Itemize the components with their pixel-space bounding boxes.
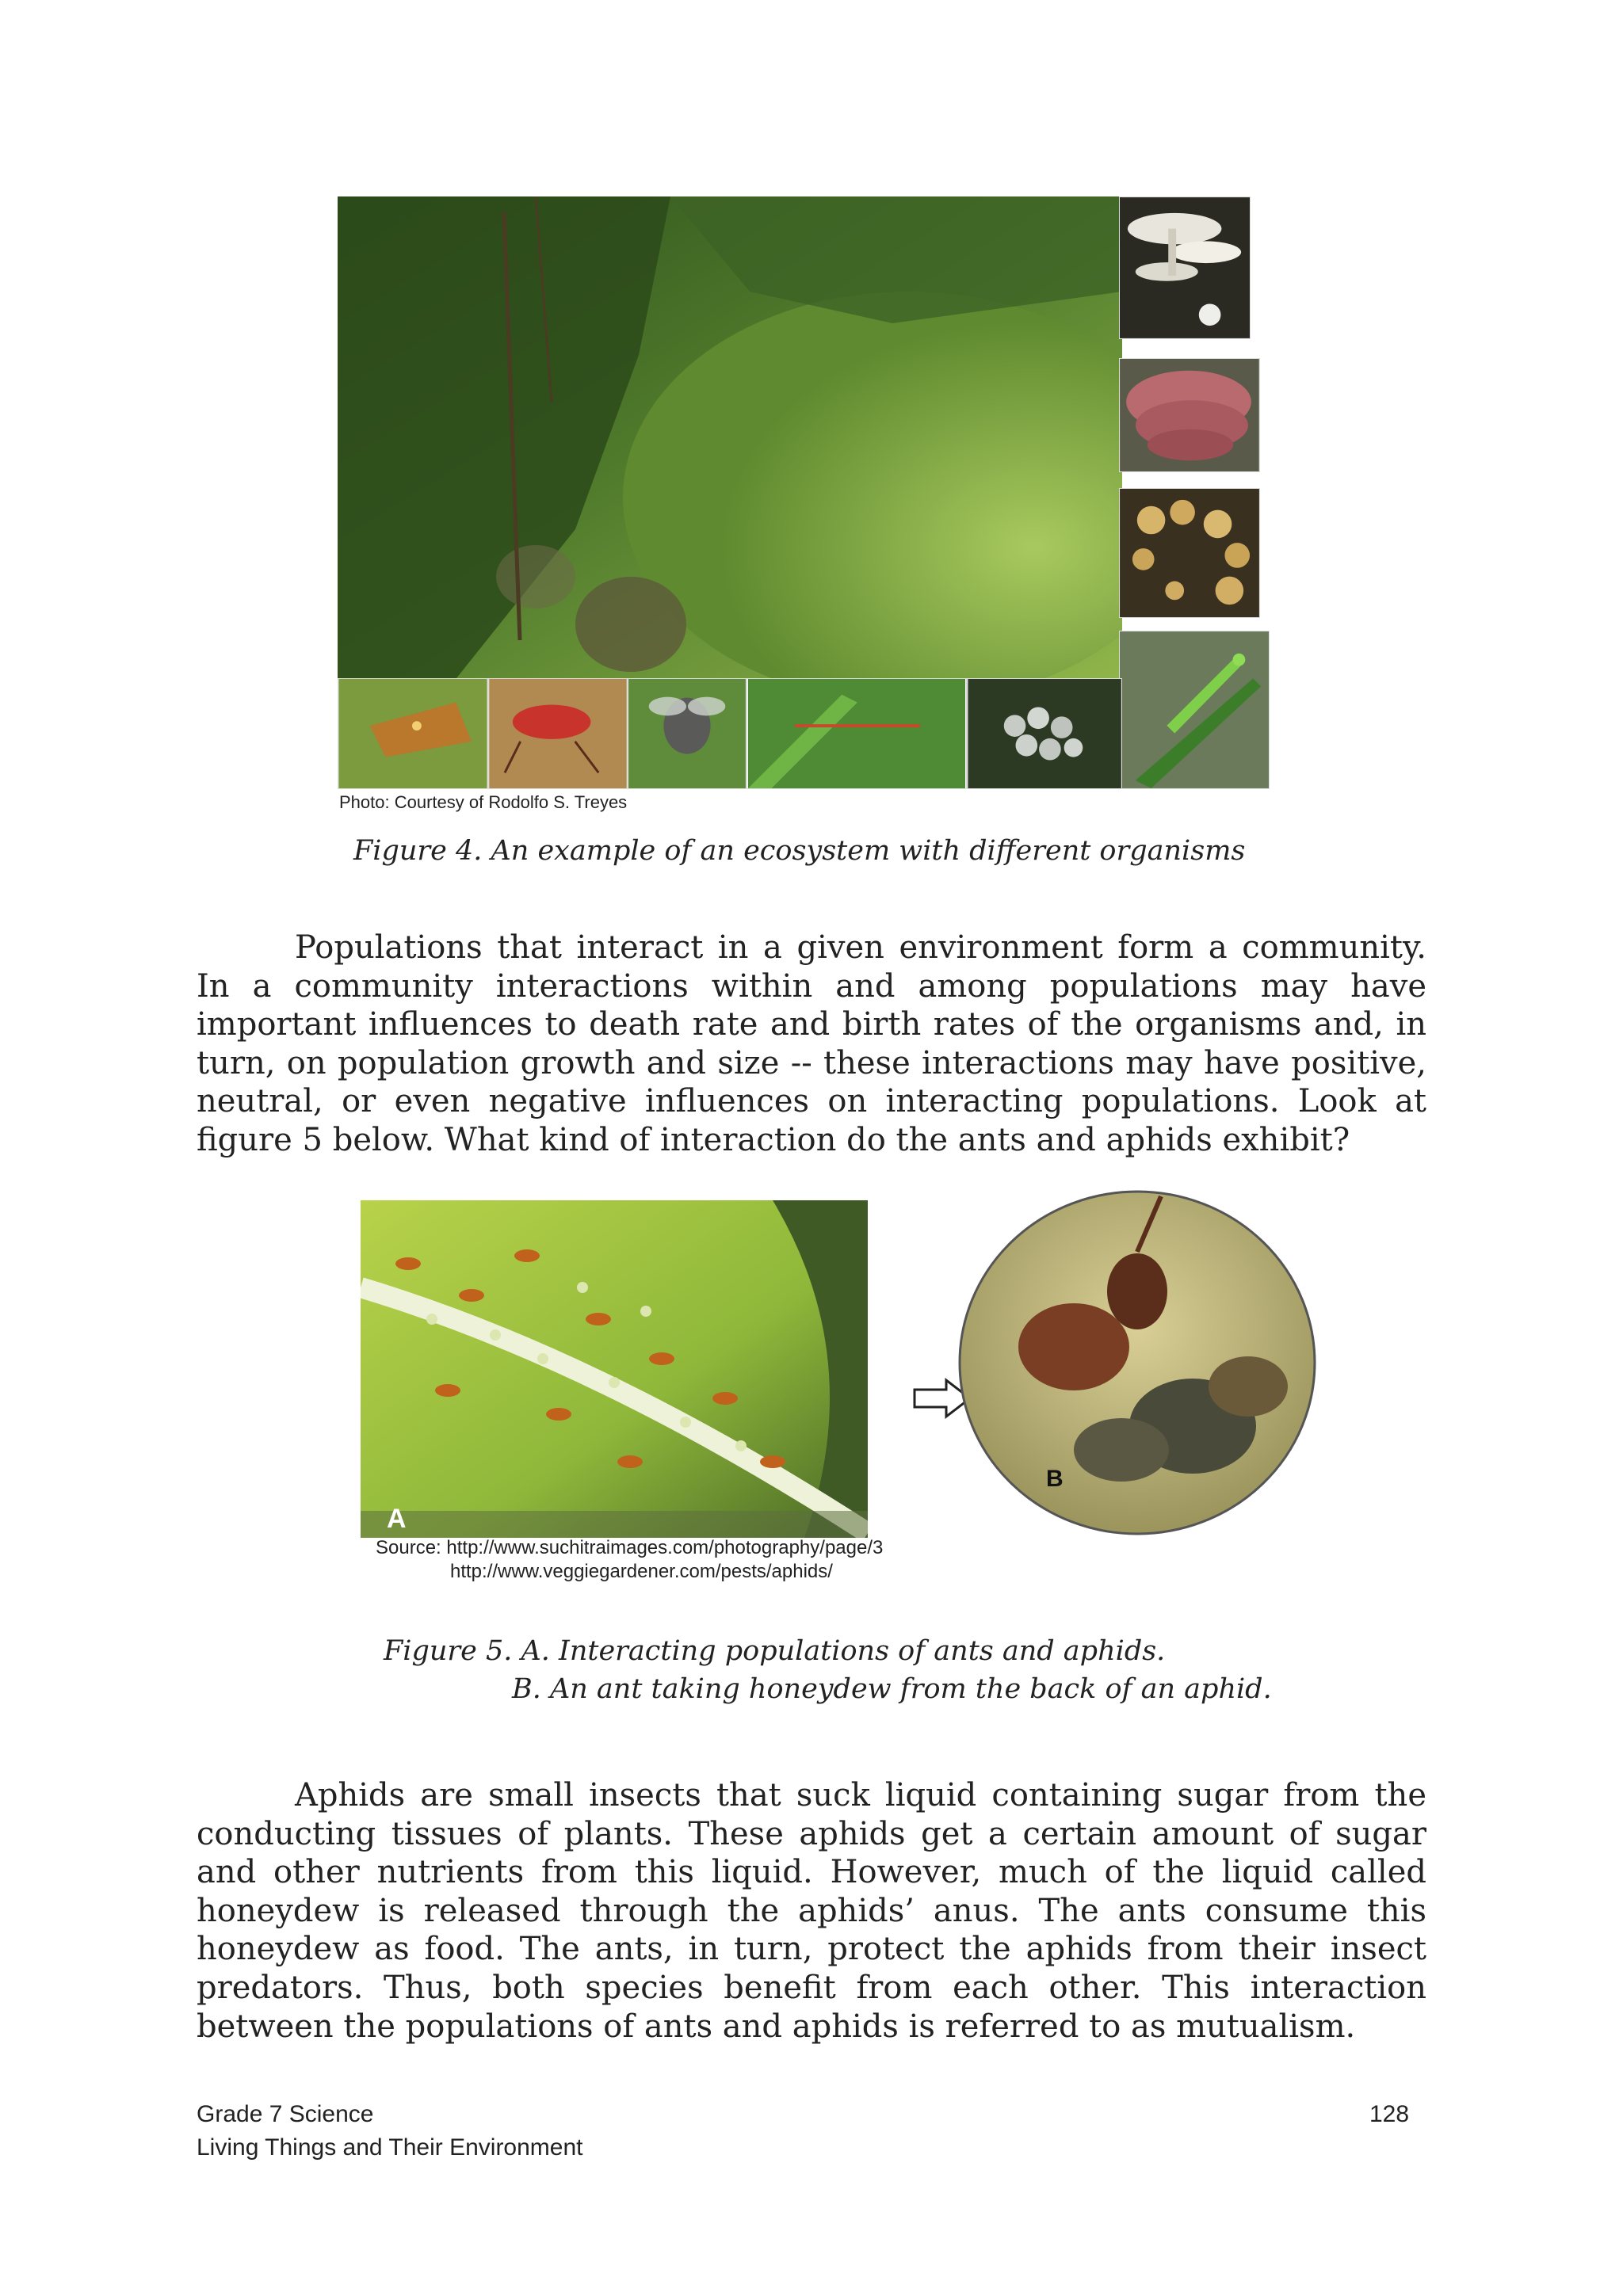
organism-strip	[338, 678, 1122, 789]
figure-4-collage	[338, 196, 1270, 789]
red-bug-photo	[488, 678, 628, 789]
white-mushroom-photo	[1119, 196, 1251, 339]
source-line-1: Source: http://www.suchitraimages.com/photography/page/3	[376, 1537, 884, 1558]
bracket-fungus-photo	[1119, 358, 1260, 472]
slime-mold-photo	[967, 678, 1122, 789]
figure-5-caption-line-2: B. An ant taking honeydew from the back of an aphid.	[512, 1673, 1272, 1705]
butterfly-photo	[338, 678, 488, 789]
forest-ecosystem-photo	[338, 196, 1122, 678]
praying-mantis-photo	[1119, 631, 1270, 789]
footer-unit: Living Things and Their Environment	[197, 2134, 583, 2161]
ants-aphids-leaf-photo	[361, 1200, 868, 1538]
source-line-2: http://www.veggiegardener.com/pests/aphids/	[450, 1561, 833, 1582]
paragraph-mutualism	[197, 1776, 1426, 2046]
figure-4-caption: Figure 4. An example of an ecosystem with different organisms	[353, 835, 1246, 867]
paragraph-mutualism-text: Aphids are small insects that suck liquid containing sugar from the conducting tissues of plants. These aphids get a certain amount of sugar and other nutrients from this liquid. However, much of the liquid called honeydew is released through the aphids’ anus. The ants consume this honeydew as food. The ants, in turn, protect the aphids from their insect predators. Thus, both species benefit from each other. This interaction between the populations of ants and aphids is referred to as mutualism.	[197, 1777, 1426, 2045]
figure-5a-label: A	[387, 1504, 407, 1534]
paragraph-community	[197, 929, 1426, 1160]
paragraph-community-text: Populations that interact in a given environment form a community. In a community interactions within and among populations may have important influences to death rate and birth rates of the organisms and, in turn, on population growth and size -- these interactions may have positive, neutral, or even negative influences on interacting populations. Look at figure 5 below. What kind of interaction do the ants and aphids exhibit?	[197, 929, 1426, 1158]
puffball-mushrooms-photo	[1119, 488, 1260, 618]
figure-5-caption-line-1: Figure 5. A. Interacting populations of ants and aphids.	[384, 1635, 1166, 1667]
fly-photo	[628, 678, 747, 789]
page-number: 128	[1369, 2101, 1410, 2127]
ant-aphid-honeydew-photo	[955, 1188, 1319, 1537]
dragonfly-photo	[747, 678, 967, 789]
photo-credit: Photo: Courtesy of Rodolfo S. Treyes	[339, 792, 628, 812]
figure-5b-label: B	[1046, 1466, 1064, 1492]
footer-subject: Grade 7 Science	[197, 2101, 374, 2127]
